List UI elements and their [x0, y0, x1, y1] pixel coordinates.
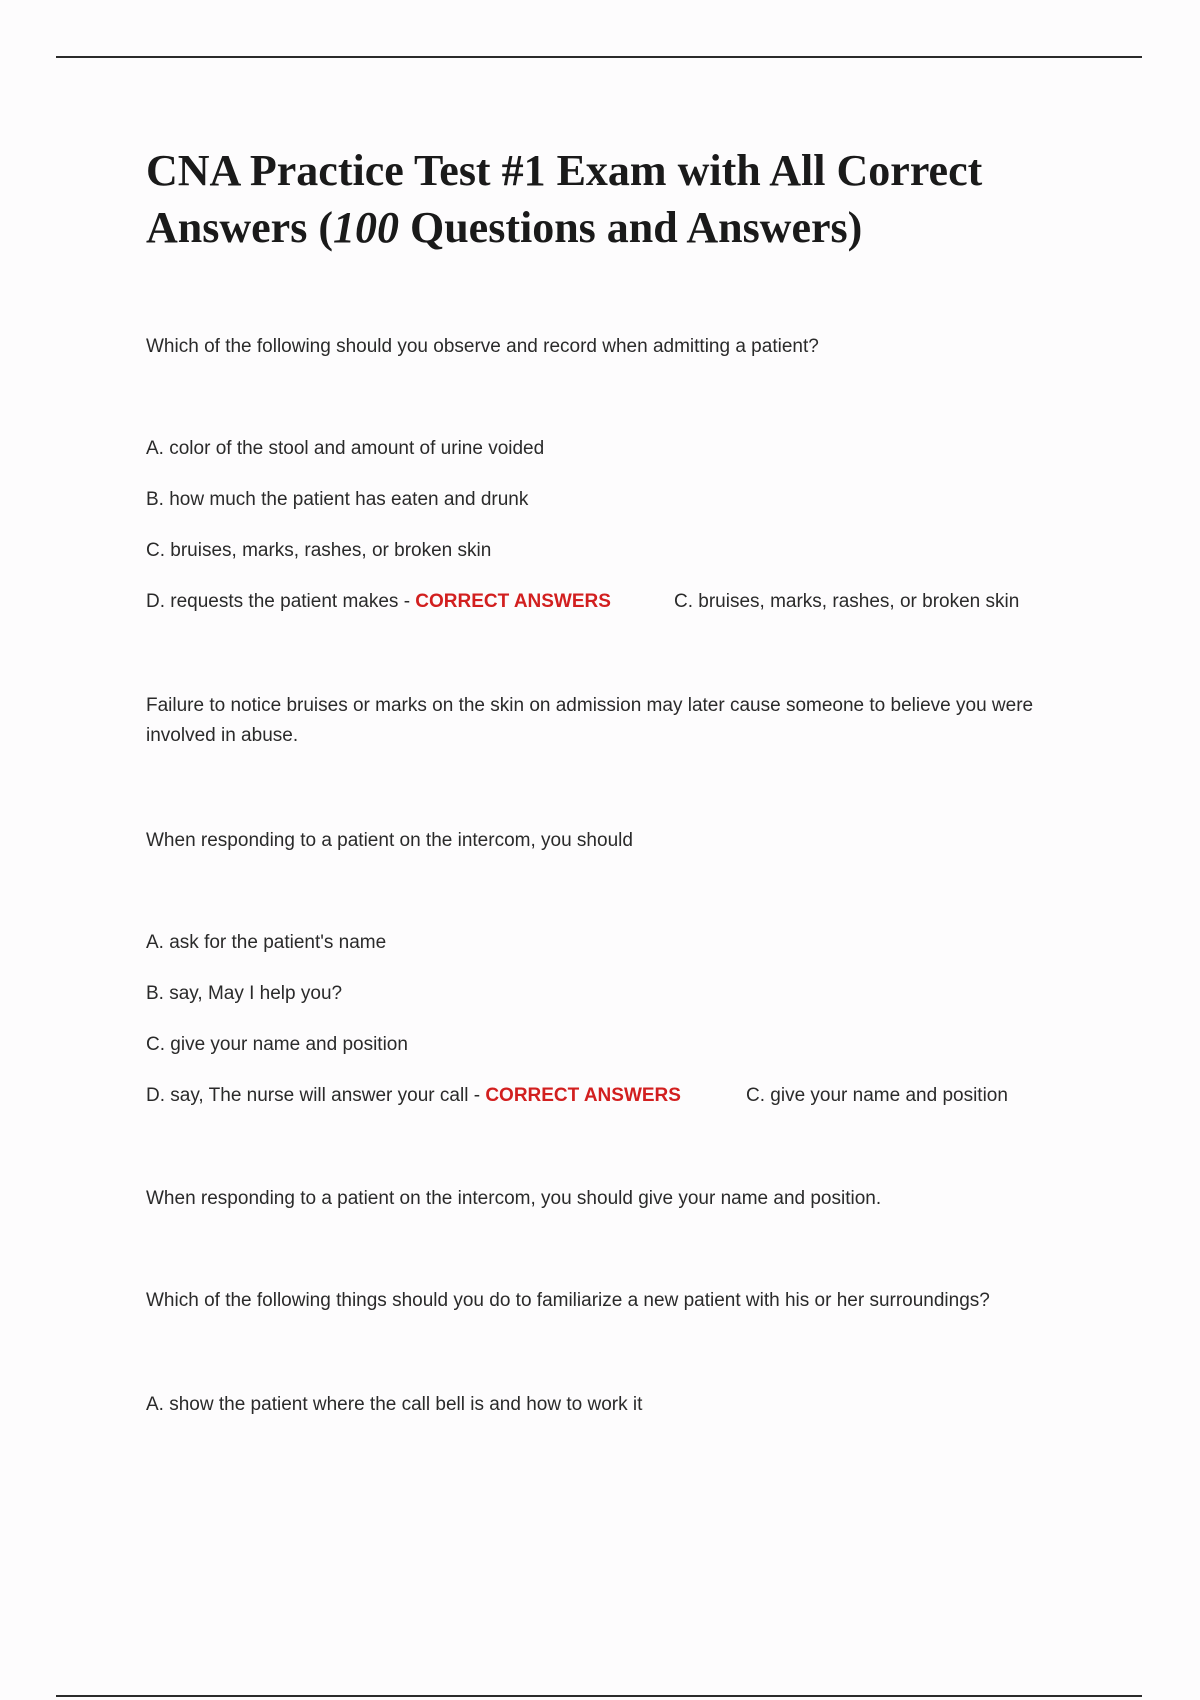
option-d-row: [146, 1081, 1096, 1111]
explanation: When responding to a patient on the intercom, you should give your name and position.: [146, 1188, 882, 1209]
option-b: B. how much the patient has eaten and drunk: [146, 489, 529, 510]
question-3: [146, 1286, 1096, 1316]
option-a: A. ask for the patient's name: [146, 932, 387, 953]
question-1-explanation: [146, 691, 1096, 751]
option-a: A. show the patient where the call bell is and how to work it: [146, 1394, 643, 1415]
document-header: [146, 142, 1096, 256]
question-2-options: [146, 928, 1096, 1111]
correct-answer: C. bruises, marks, rashes, or broken skin: [674, 591, 1020, 612]
option-d-row: [146, 587, 1096, 617]
bottom-rule: [56, 1695, 1142, 1697]
question-1: [146, 332, 1096, 362]
question-3-options: [146, 1390, 1096, 1420]
option-c: C. give your name and position: [146, 1034, 408, 1055]
question-prompt: When responding to a patient on the intercom, you should: [146, 830, 633, 851]
question-prompt: Which of the following things should you do to familiarize a new patient with his or her surroundings?: [146, 1290, 990, 1311]
correct-answer: C. give your name and position: [746, 1085, 1008, 1106]
question-1-options: [146, 434, 1096, 617]
correct-answers-label: CORRECT ANSWERS: [415, 591, 611, 612]
option-b: B. say, May I help you?: [146, 983, 343, 1004]
option-d: D. requests the patient makes -: [146, 591, 416, 612]
question-2-explanation: [146, 1184, 1096, 1214]
question-prompt: Which of the following should you observe and record when admitting a patient?: [146, 336, 819, 357]
correct-answers-label: CORRECT ANSWERS: [485, 1085, 681, 1106]
option-c: C. bruises, marks, rashes, or broken skin: [146, 540, 492, 561]
option-a: A. color of the stool and amount of urine voided: [146, 438, 545, 459]
page-title: CNA Practice Test #1 Exam with All Correct Answers (100 Questions and Answers): [146, 146, 983, 252]
top-rule: [56, 56, 1142, 58]
explanation: Failure to notice bruises or marks on the skin on admission may later cause someone to believe you were involved in abuse.: [146, 695, 1034, 746]
option-d: D. say, The nurse will answer your call -: [146, 1085, 486, 1106]
question-2: [146, 826, 1096, 856]
